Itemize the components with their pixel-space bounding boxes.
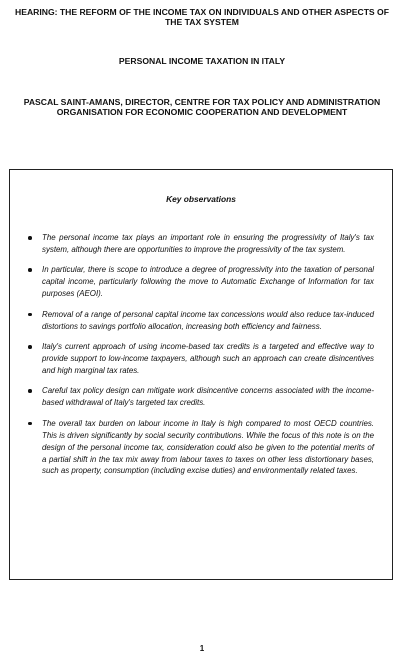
observation-item xyxy=(28,385,374,409)
bullet-icon xyxy=(28,389,32,393)
observation-text: Careful tax policy design can mitigate work disincentive concerns associated with the income-based withdrawal of Italy's targeted tax credits. xyxy=(42,386,374,408)
observation-text: Removal of a range of personal capital income tax concessions would also reduce tax-induced distortions to savings portfolio allocation, increasing both efficiency and fairness. xyxy=(42,309,374,331)
observation-item xyxy=(28,232,374,256)
observation-text: The overall tax burden on labour income in Italy is high compared to most OECD countries. This is driven significantly by social security contributions. While the focus of this note is on the design of the personal income tax, consideration could also be given to the potential merits of a partial shift in the tax mix away from labour taxes to taxes on other less distortionary bases, such as property, consumption (including excise duties) and environmentally related taxes. xyxy=(42,418,374,476)
observation-text: In particular, there is scope to introduce a degree of progressivity into the taxation of personal capital income, particularly following the move to Automatic Exchange of Information for tax purposes (AEOI). xyxy=(42,265,374,299)
key-observations-list xyxy=(28,232,374,486)
document-subject: PERSONAL INCOME TAXATION IN ITALY xyxy=(118,56,286,66)
observation-item xyxy=(28,341,374,377)
observation-text: The personal income tax plays an important role in ensuring the progressivity of Italy's tax system, although there are opportunities to improve the progressivity of the tax system. xyxy=(42,233,374,254)
key-observations-box xyxy=(9,169,393,580)
bullet-icon xyxy=(28,345,32,349)
bullet-icon xyxy=(28,422,32,426)
page-number: 1 xyxy=(199,644,205,653)
hearing-title: HEARING: THE REFORM OF THE INCOME TAX ON INDIVIDUALS AND OTHER ASPECTS OF THE TAX SYSTEM xyxy=(15,7,389,28)
observation-item xyxy=(28,309,374,333)
bullet-icon xyxy=(28,268,32,272)
observation-text: Italy's current approach of using income-based tax credits is a targeted and effective way to provide support to low-income taxpayers, although such an approach can create disincentives and high marginal tax rates. xyxy=(42,342,374,375)
speaker-affiliation: PASCAL SAINT-AMANS, DIRECTOR, CENTRE FOR TAX POLICY AND ADMINISTRATION ORGANISATION FOR ECONOMIC COOPERATION AND DEVELOPMENT xyxy=(23,97,381,118)
observation-item xyxy=(28,264,374,300)
bullet-icon xyxy=(28,236,32,240)
key-observations-title: Key observations xyxy=(166,194,236,204)
bullet-icon xyxy=(28,313,32,317)
observation-item xyxy=(28,418,374,478)
